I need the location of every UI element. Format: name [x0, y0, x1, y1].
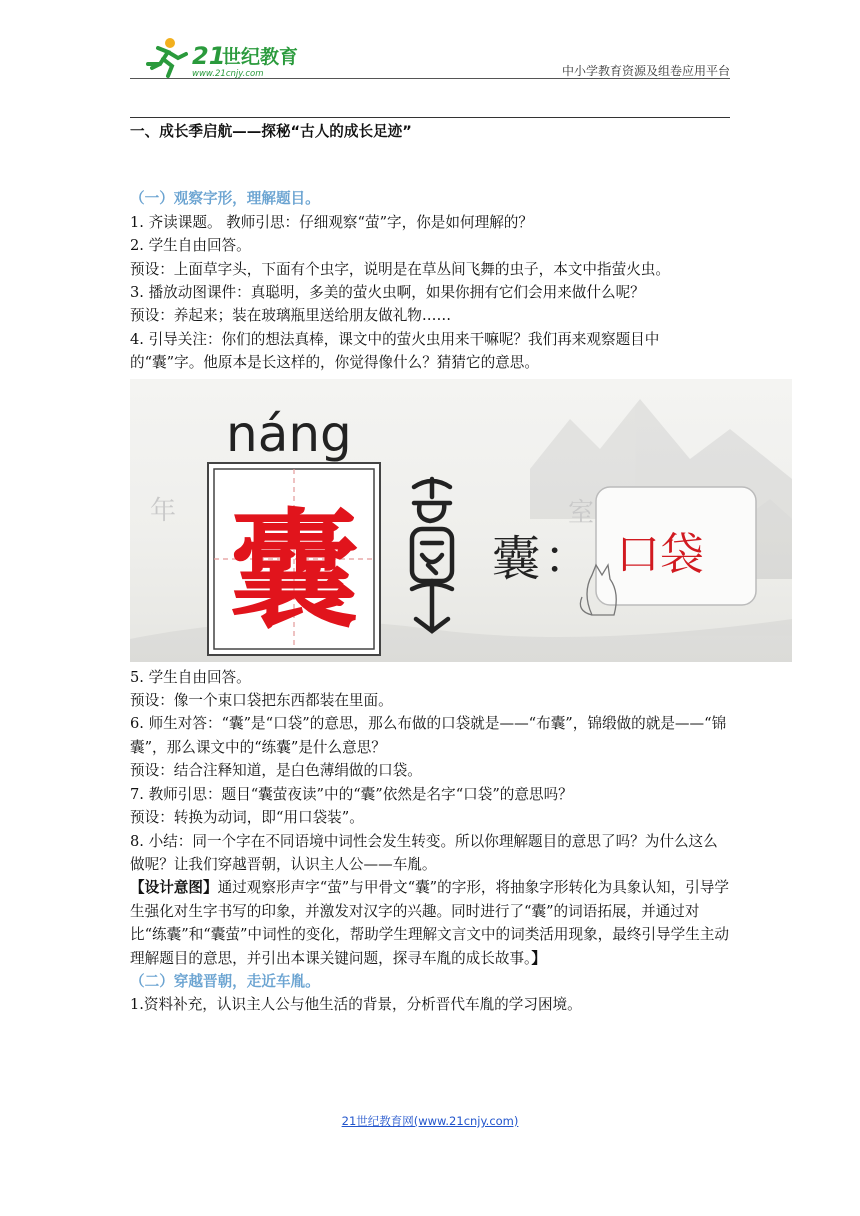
design-intent-label: 【设计意图】	[130, 879, 218, 897]
def-colon: ：	[544, 529, 590, 584]
red-character: 囊	[229, 495, 359, 646]
logo-21cnjy	[130, 34, 310, 80]
svg-text:世纪教育: 世纪教育	[222, 46, 299, 68]
document-body	[130, 120, 730, 1017]
subsection-title-1: （一）观察字形，理解题目。	[130, 190, 320, 208]
design-intent-end: 】	[531, 949, 546, 967]
running-figure-icon	[148, 38, 186, 76]
paragraph: 4. 引导关注：你们的想法真棒，课文中的萤火虫用来干嘛呢？我们再来观察题目中的“囊”字。他原本是长这样的，你觉得像什么？猜猜它的意思。	[130, 330, 660, 372]
logo-url: www.21cnjy.com	[192, 69, 264, 79]
bg-char: 室	[568, 497, 595, 528]
character-figure	[130, 379, 792, 662]
pinyin: náng	[226, 404, 352, 463]
paragraph: 预设：像一个束口袋把东西都装在里面。	[130, 692, 393, 710]
section-title: 一、成长季启航——探秘“古人的成长足迹”	[130, 123, 412, 140]
paragraph: 8. 小结：同一个字在不同语境中词性会发生转变。所以你理解题目的意思了吗？为什么这么做呢？让我们穿越晋朝，认识主人公——车胤。	[130, 832, 718, 873]
footer-link[interactable]: 21世纪教育网(www.21cnjy.com)	[341, 1114, 519, 1128]
design-intent	[130, 876, 730, 970]
svg-text:21: 21	[192, 42, 226, 70]
bg-char: 年	[150, 495, 177, 526]
paragraph: 预设：转换为动词，即“用口袋装”。	[130, 809, 364, 827]
paragraph: 预设：结合注释知道，是白色薄绢做的口袋。	[130, 762, 422, 780]
content-divider	[130, 117, 730, 118]
page-header	[130, 34, 730, 80]
character-illustration	[130, 379, 792, 662]
paragraph: 预设：养起来；装在玻璃瓶里送给朋友做礼物……	[130, 307, 452, 325]
paragraph: 7. 教师引思：题目“囊萤夜读”中的“囊”依然是名字“口袋”的意思吗？	[130, 785, 573, 803]
paragraph: 5. 学生自由回答。	[130, 668, 251, 686]
definition-word: 口袋	[616, 528, 704, 580]
paragraph: 1. 齐读课题。 教师引思：仔细观察“萤”字，你是如何理解的？	[130, 213, 533, 231]
platform-label: 中小学教育资源及组卷应用平台	[561, 64, 730, 78]
design-intent-text: 通过观察形声字“萤”与甲骨文“囊”的字形，将抽象字形转化为具象认知，引导学生强化对生字书写的印象，并激发对汉字的兴趣。同时进行了“囊”的词语拓展，并通过对比“练囊”和“囊萤”中词性的变化，帮助学生理解文言文中的词类活用现象，最终引导学生主动理解题目的意思，并引出本课关键问题，探寻车胤的成长故事。	[130, 879, 730, 967]
paragraph: 6. 师生对答：“囊”是“口袋”的意思，那么布做的口袋就是——“布囊”，锦缎做的就是——“锦囊”，那么课文中的“练囊”是什么意思？	[130, 715, 727, 756]
header-divider	[130, 78, 730, 79]
paragraph: 1.资料补充，认识主人公与他生活的背景，分析晋代车胤的学习困境。	[130, 996, 582, 1014]
paragraph: 2. 学生自由回答。	[130, 237, 251, 255]
subsection-title-2: （二）穿越晋朝，走近车胤。	[130, 972, 320, 990]
paragraph: 预设：上面草字头，下面有个虫字，说明是在草丛间飞舞的虫子，本文中指萤火虫。	[130, 260, 670, 278]
def-character: 囊	[492, 530, 541, 587]
seal-script-glyph	[412, 479, 452, 631]
paragraph: 3. 播放动图课件：真聪明，多美的萤火虫啊，如果你拥有它们会用来做什么呢？	[130, 284, 645, 302]
